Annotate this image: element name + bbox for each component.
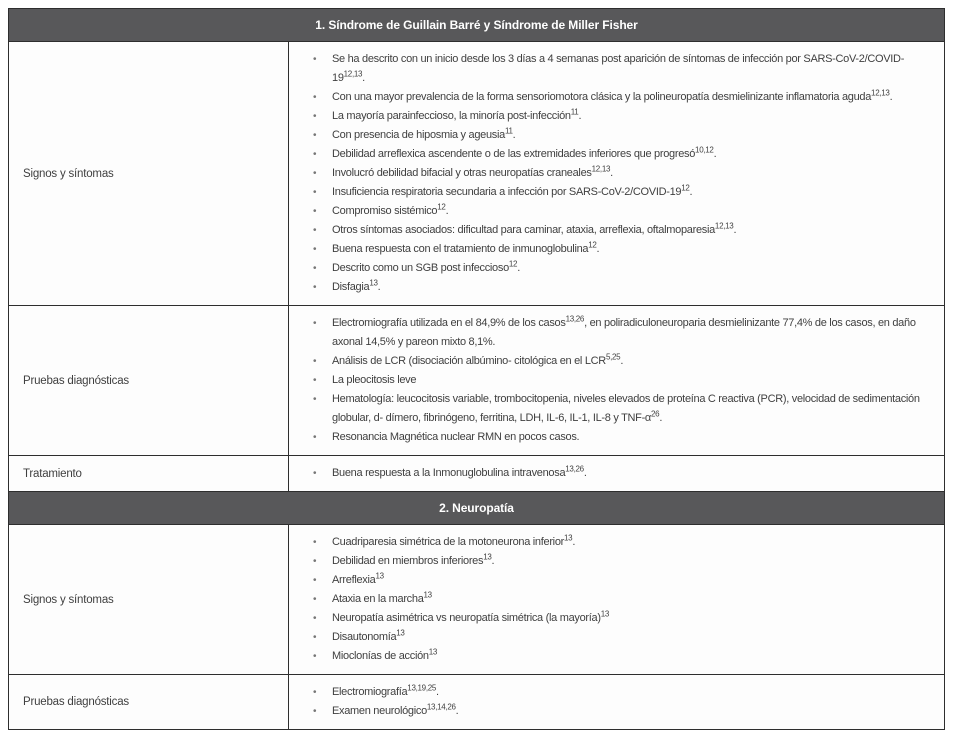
bullet-text: Arreflexia$^{13}$ — [332, 571, 384, 586]
row-content — [289, 42, 944, 305]
list-item — [313, 464, 930, 483]
section-header: 2. Neuropatía — [9, 492, 944, 525]
bullet-icon: • — [313, 394, 317, 405]
bullet-icon: • — [313, 54, 317, 65]
reference-superscript: 12 — [588, 240, 597, 250]
bullet-icon: • — [313, 356, 317, 367]
bullet-text: Buena respuesta con el tratamiento de inmunoglobulina$^{12}$. — [332, 240, 600, 255]
list-item — [313, 552, 930, 571]
bullet-icon: • — [313, 111, 317, 122]
reference-superscript: 13,19,25 — [407, 683, 437, 693]
reference-superscript: 13 — [483, 552, 492, 562]
bullet-icon: • — [313, 187, 317, 198]
list-item — [313, 126, 930, 145]
bullet-text: Disfagia$^{13}$. — [332, 278, 381, 293]
bullet-text: Se ha descrito con un inicio desde los 3 días a 4 semanas post aparición de síntomas de infección por SARS-CoV-2/COVID-19$^{12,13}$. — [332, 53, 905, 84]
reference-superscript: 12 — [437, 202, 446, 212]
bullet-text: Cuadriparesia simétrica de la motoneurona inferior$^{13}$. — [332, 533, 576, 548]
row-label: Tratamiento — [9, 456, 289, 491]
reference-superscript: 10,12 — [695, 145, 714, 155]
bullet-list — [313, 464, 930, 483]
bullet-icon: • — [313, 318, 317, 329]
bullet-list — [313, 533, 930, 666]
bullet-icon: • — [313, 130, 317, 141]
bullet-icon: • — [313, 375, 317, 386]
list-item — [313, 647, 930, 666]
reference-superscript: 13 — [369, 278, 378, 288]
reference-superscript: 13,26 — [565, 464, 584, 474]
bullet-icon: • — [313, 432, 317, 443]
row-content — [289, 456, 944, 491]
bullet-icon: • — [313, 282, 317, 293]
section-header: 1. Síndrome de Guillain Barré y Síndrome de Miller Fisher — [9, 9, 944, 42]
bullet-icon: • — [313, 244, 317, 255]
table-row — [9, 456, 944, 492]
reference-superscript: 13 — [600, 609, 610, 619]
bullet-icon: • — [313, 168, 317, 179]
bullet-text: Neuropatía asimétrica vs neuropatía simétrica (la mayoría)$^{13}$ — [332, 609, 610, 624]
row-content — [289, 675, 944, 729]
reference-superscript: 13,14,26 — [426, 702, 456, 712]
row-label: Signos y síntomas — [9, 525, 289, 674]
list-item — [313, 390, 930, 428]
list-item — [313, 371, 930, 390]
bullet-text: Electromiografía utilizada en el 84,9% de los casos$^{13,26}$, en poliradiculoneuroparia desmielinizante 77,4% de los casos, en daño axonal 14,5% y pareon mixto 8,1%. — [332, 314, 916, 348]
row-content — [289, 306, 944, 455]
bullet-text: Hematología: leucocitosis variable, trombocitopenia, niveles elevados de proteína C reactiva (PCR), velocidad de sedimentación globular, d- dímero, fibrinógeno, ferritina, LDH, IL-6, IL-1, IL-8 y TNF-$\alpha^{26}$. — [332, 393, 920, 424]
row-label: Signos y síntomas — [9, 42, 289, 305]
list-item — [313, 702, 930, 721]
bullet-list — [313, 683, 930, 721]
list-item — [313, 628, 930, 647]
bullet-text: Resonancia Magnética nuclear RMN en pocos casos. — [332, 431, 580, 443]
bullet-text: Insuficiencia respiratoria secundaria a infección por SARS-$CoV-2/COVID-19^{12}$. — [332, 183, 693, 198]
reference-superscript: 12,13 — [591, 164, 611, 174]
list-item — [313, 259, 930, 278]
clinical-findings-table — [8, 8, 945, 730]
reference-superscript: 26 — [651, 409, 660, 419]
bullet-icon: • — [313, 149, 317, 160]
list-item — [313, 88, 930, 107]
bullet-text: Con presencia de hiposmia y ageusia$^{11}$. — [332, 126, 516, 141]
row-label: Pruebas diagnósticas — [9, 306, 289, 455]
bullet-text: La pleocitosis leve — [332, 374, 417, 386]
list-item — [313, 221, 930, 240]
row-label: Pruebas diagnósticas — [9, 675, 289, 729]
list-item — [313, 571, 930, 590]
list-item — [313, 352, 930, 371]
bullet-text: Compromiso sistémico$^{12}$. — [332, 202, 449, 217]
list-item — [313, 183, 930, 202]
bullet-text: Ataxia en la marcha$^{13}$ — [332, 590, 432, 605]
bullet-icon: • — [313, 651, 317, 662]
list-item — [313, 533, 930, 552]
list-item — [313, 240, 930, 259]
bullet-icon: • — [313, 206, 317, 217]
list-item — [313, 683, 930, 702]
bullet-text: Análisis de LCR (disociación albúmino- citológica en el LCR$^{5,25}$. — [332, 352, 624, 367]
bullet-icon: • — [313, 537, 317, 548]
bullet-icon: • — [313, 468, 317, 479]
bullet-icon: • — [313, 556, 317, 567]
reference-superscript: 12 — [508, 259, 518, 269]
bullet-text: Descrito como un SGB post infeccioso$^{12}$. — [332, 259, 520, 274]
bullet-text: Electromiografía$^{13,19,25}$. — [332, 683, 439, 698]
bullet-list — [313, 314, 930, 447]
bullet-text: Debilidad en miembros inferiores$^{13}$. — [332, 552, 495, 567]
bullet-text: Buena respuesta a la Inmonuglobulina intravenosa$^{13,26}$. — [332, 464, 587, 479]
reference-superscript: 13 — [423, 590, 432, 600]
bullet-icon: • — [313, 613, 317, 624]
bullet-text: Con una mayor prevalencia de la forma sensoriomotora clásica y la polineuropatía desmielinizante inflamatoria aguda$^{12,13}$. — [332, 88, 893, 103]
bullet-text: Mioclonías de acción$^{13}$ — [332, 647, 438, 662]
list-item — [313, 145, 930, 164]
reference-superscript: 11 — [504, 126, 513, 136]
bullet-icon: • — [313, 575, 317, 586]
row-content — [289, 525, 944, 674]
reference-superscript: 12 — [681, 183, 690, 193]
reference-superscript: 13 — [375, 571, 384, 581]
reference-superscript: 12,13 — [871, 88, 890, 98]
bullet-icon: • — [313, 594, 317, 605]
list-item — [313, 164, 930, 183]
list-item — [313, 107, 930, 126]
bullet-icon: • — [313, 687, 317, 698]
reference-superscript: 13 — [564, 533, 573, 543]
table-row — [9, 306, 944, 456]
bullet-icon: • — [313, 632, 317, 643]
bullet-icon: • — [313, 263, 317, 274]
reference-superscript: 13,26 — [565, 314, 585, 324]
bullet-icon: • — [313, 706, 317, 717]
bullet-text: Otros síntomas asociados: dificultad para caminar, ataxia, arreflexia, oftalmoparesia$^{12,13}$. — [332, 221, 737, 236]
bullet-icon: • — [313, 92, 317, 103]
bullet-list — [313, 50, 930, 297]
list-item — [313, 314, 930, 352]
bullet-text: Debilidad arreflexica ascendente o de las extremidades inferiores que progresó$^{10,12}$. — [332, 145, 717, 160]
bullet-icon: • — [313, 225, 317, 236]
reference-superscript: 5,25 — [605, 352, 621, 362]
table-row — [9, 42, 944, 306]
list-item — [313, 609, 930, 628]
list-item — [313, 50, 930, 88]
bullet-text: Involucró debilidad bifacial y otras neuropatías craneales$^{12,13}$. — [332, 164, 613, 179]
reference-superscript: 13 — [428, 647, 438, 657]
list-item — [313, 202, 930, 221]
reference-superscript: 12,13 — [714, 221, 734, 231]
reference-superscript: 11 — [570, 107, 579, 117]
table-row — [9, 525, 944, 675]
list-item — [313, 278, 930, 297]
bullet-text: Examen neurológico$^{13,14,26}$. — [332, 702, 459, 717]
reference-superscript: 12,13 — [343, 69, 363, 79]
reference-superscript: 13 — [396, 628, 405, 638]
table-row — [9, 675, 944, 729]
list-item — [313, 590, 930, 609]
list-item — [313, 428, 930, 447]
bullet-text: Disautonomía$^{13}$ — [332, 628, 405, 643]
bullet-text: La mayoría parainfeccioso, la minoría post-infección$^{11}$. — [332, 107, 582, 122]
